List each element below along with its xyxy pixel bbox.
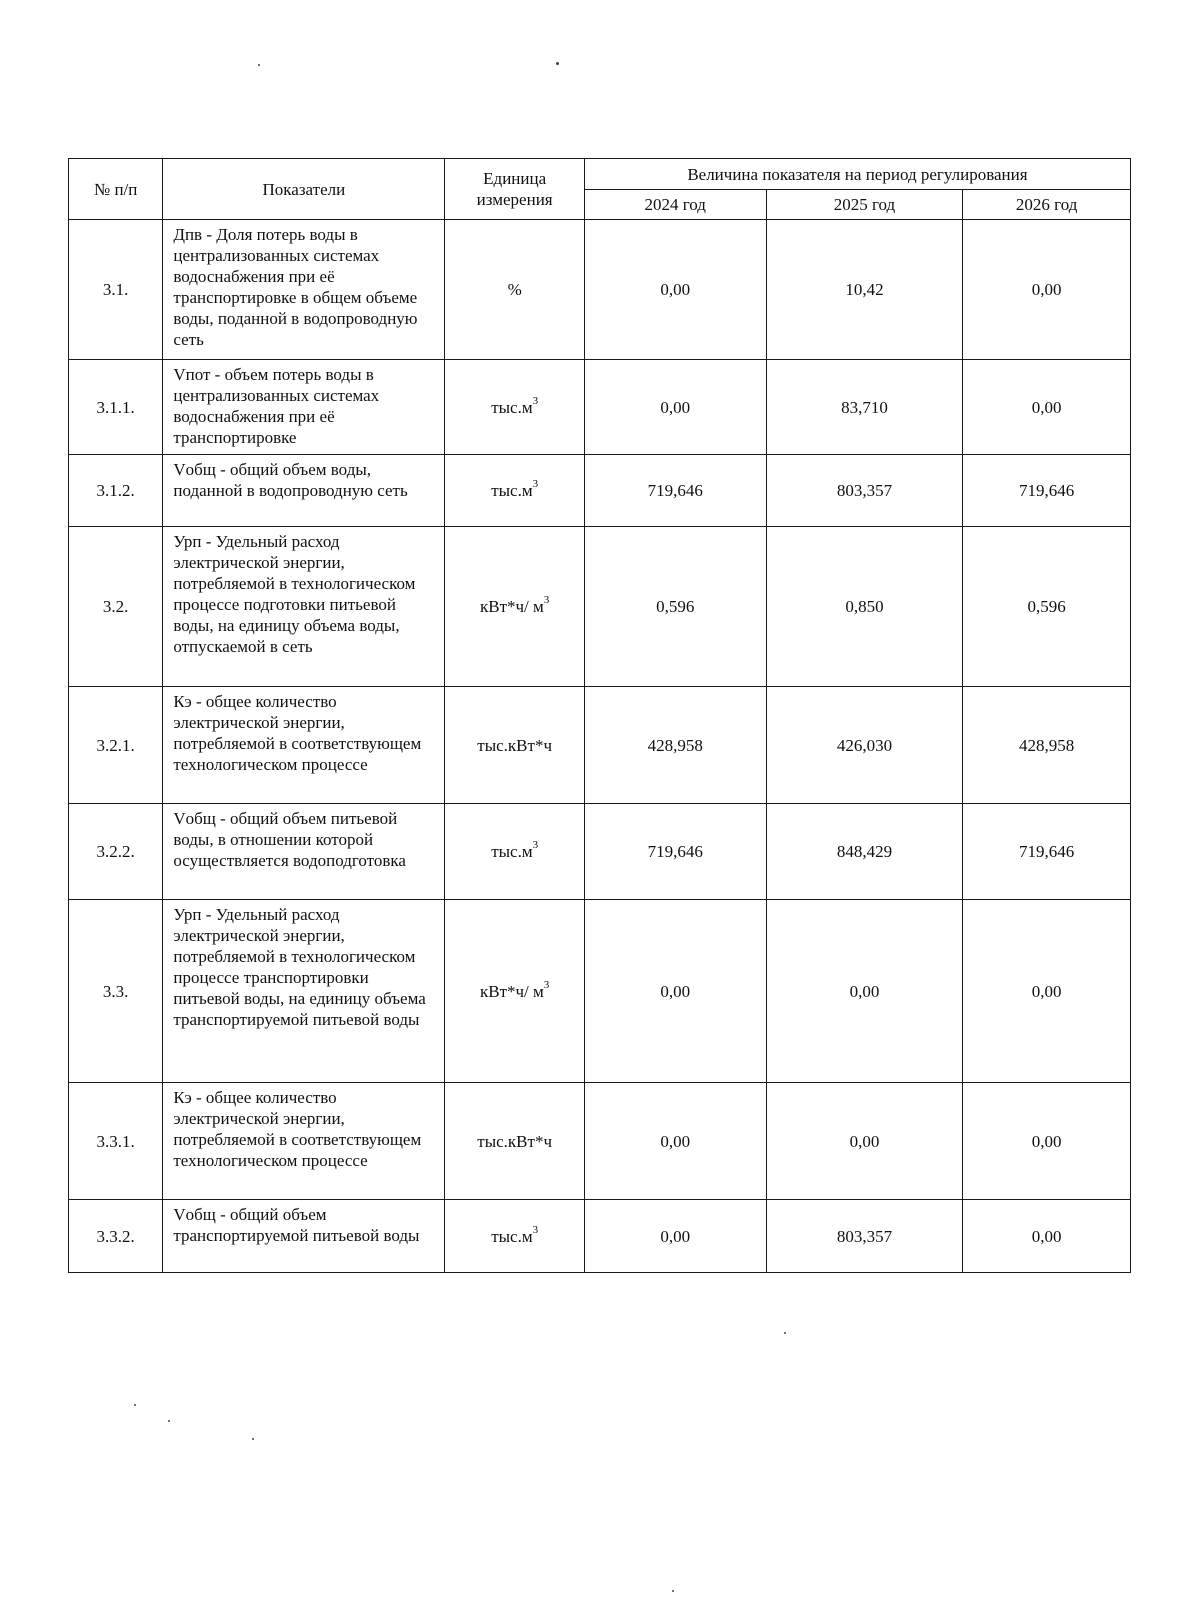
value-2025: 848,429 xyxy=(766,804,963,900)
value-2026: 0,00 xyxy=(963,1083,1131,1200)
value-2026: 428,958 xyxy=(963,687,1131,804)
row-indicator: Кэ - общее количество электрической энергии, потребляемой в соответствующем технологическом процессе xyxy=(163,687,445,804)
row-unit: $тыс.м^3$ xyxy=(445,1200,585,1273)
scan-speck xyxy=(672,1590,674,1592)
table-row xyxy=(69,687,1131,804)
table-row xyxy=(69,1200,1131,1273)
row-indicator: Дпв - Доля потерь воды в централизованных системах водоснабжения при её транспортировке в общем объеме воды, поданной в водопроводную сеть xyxy=(163,220,445,360)
row-num: 3.1.1. xyxy=(69,360,163,455)
value-2026: 719,646 xyxy=(963,455,1131,527)
value-2024: 719,646 xyxy=(584,455,766,527)
value-2025: 0,00 xyxy=(766,900,963,1083)
value-2025: 0,00 xyxy=(766,1083,963,1200)
table-row xyxy=(69,900,1131,1083)
value-2024: 719,646 xyxy=(584,804,766,900)
value-2025: 10,42 xyxy=(766,220,963,360)
row-unit: кВт*ч/ $м^3$ xyxy=(445,900,585,1083)
table-row xyxy=(69,1083,1131,1200)
header-unit: Единица измерения xyxy=(445,159,585,220)
value-2024: 0,00 xyxy=(584,900,766,1083)
value-2025: 83,710 xyxy=(766,360,963,455)
row-num: 3.3.2. xyxy=(69,1200,163,1273)
row-indicator: Vпот - объем потерь воды в централизованных системах водоснабжения при её транспортировке xyxy=(163,360,445,455)
row-unit: $тыс.м^3$ xyxy=(445,804,585,900)
value-2026: 0,00 xyxy=(963,1200,1131,1273)
row-indicator: Vобщ - общий объем питьевой воды, в отношении которой осуществляется водоподготовка xyxy=(163,804,445,900)
scan-speck xyxy=(556,62,559,65)
table-row xyxy=(69,220,1131,360)
value-2024: 428,958 xyxy=(584,687,766,804)
table-row xyxy=(69,455,1131,527)
table-row xyxy=(69,360,1131,455)
row-num: 3.2. xyxy=(69,527,163,687)
row-indicator: Урп - Удельный расход электрической энергии, потребляемой в технологическом процессе транспортировки питьевой воды, на единицу объема транспортируемой питьевой воды xyxy=(163,900,445,1083)
value-2025: 426,030 xyxy=(766,687,963,804)
value-2024: 0,00 xyxy=(584,360,766,455)
value-2025: 803,357 xyxy=(766,455,963,527)
row-unit: кВт*ч/ $м^3$ xyxy=(445,527,585,687)
scan-speck xyxy=(258,64,260,66)
row-indicator: Vобщ - общий объем транспортируемой питьевой воды xyxy=(163,1200,445,1273)
header-year-2025: 2025 год xyxy=(766,190,963,220)
header-num: № п/п xyxy=(69,159,163,220)
value-2024: 0,00 xyxy=(584,220,766,360)
header-year-2026: 2026 год xyxy=(963,190,1131,220)
table-row xyxy=(69,804,1131,900)
value-2024: 0,00 xyxy=(584,1200,766,1273)
scan-speck xyxy=(168,1420,170,1422)
row-indicator: Кэ - общее количество электрической энергии, потребляемой в соответствующем технологическом процессе xyxy=(163,1083,445,1200)
value-2026: 0,00 xyxy=(963,900,1131,1083)
value-2026: 0,00 xyxy=(963,220,1131,360)
row-num: 3.1.2. xyxy=(69,455,163,527)
value-2024: 0,00 xyxy=(584,1083,766,1200)
row-indicator: Урп - Удельный расход электрической энергии, потребляемой в технологическом процессе подготовки питьевой воды, на единицу объема воды, отпускаемой в сеть xyxy=(163,527,445,687)
row-unit: тыс.кВт*ч xyxy=(445,687,585,804)
value-2025: 803,357 xyxy=(766,1200,963,1273)
value-2024: 0,596 xyxy=(584,527,766,687)
row-num: 3.3.1. xyxy=(69,1083,163,1200)
indicators-table xyxy=(68,158,1131,1273)
header-period: Величина показателя на период регулирования xyxy=(584,159,1130,190)
value-2026: 719,646 xyxy=(963,804,1131,900)
row-indicator: Vобщ - общий объем воды, поданной в водопроводную сеть xyxy=(163,455,445,527)
row-unit: тыс.кВт*ч xyxy=(445,1083,585,1200)
scan-speck xyxy=(134,1404,136,1406)
table-row xyxy=(69,527,1131,687)
header-indicator: Показатели xyxy=(163,159,445,220)
value-2025: 0,850 xyxy=(766,527,963,687)
value-2026: 0,596 xyxy=(963,527,1131,687)
row-num: 3.1. xyxy=(69,220,163,360)
scan-speck xyxy=(252,1438,254,1440)
value-2026: 0,00 xyxy=(963,360,1131,455)
row-unit: % xyxy=(445,220,585,360)
row-num: 3.3. xyxy=(69,900,163,1083)
table-body xyxy=(69,220,1131,1273)
row-num: 3.2.1. xyxy=(69,687,163,804)
row-num: 3.2.2. xyxy=(69,804,163,900)
row-unit: $тыс.м^3$ xyxy=(445,360,585,455)
header-year-2024: 2024 год xyxy=(584,190,766,220)
table-header xyxy=(69,159,1131,220)
scan-speck xyxy=(784,1332,786,1334)
row-unit: $тыс.м^3$ xyxy=(445,455,585,527)
